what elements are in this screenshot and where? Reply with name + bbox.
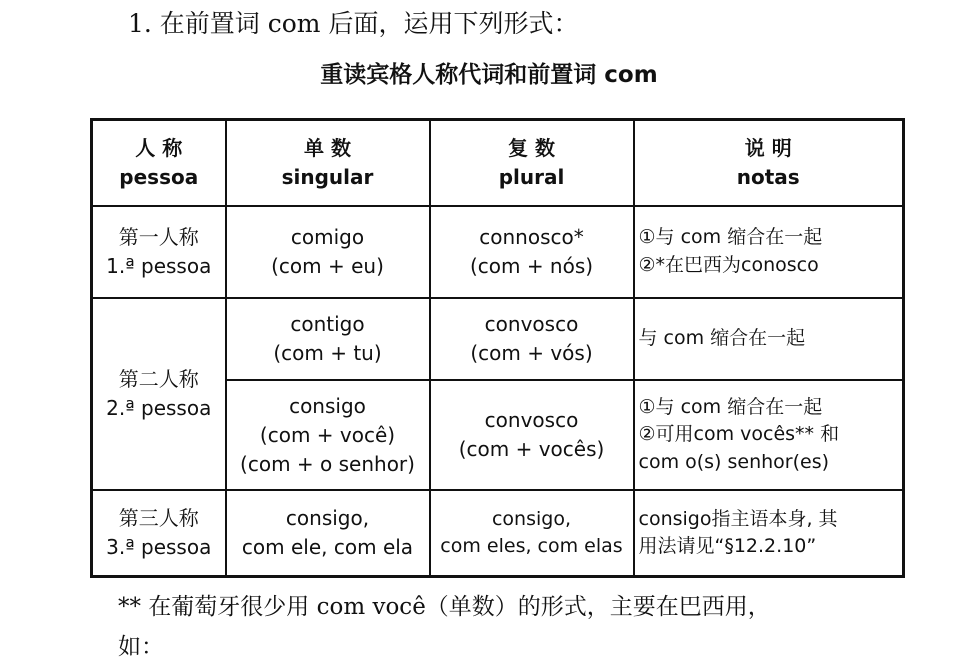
- singular-cell: contigo (com + tu): [226, 298, 430, 380]
- header-notes: 说 明 notas: [634, 120, 904, 206]
- header-plural: 复 数 plural: [430, 120, 634, 206]
- table-row: [92, 206, 904, 298]
- plural-cell: connosco* (com + nós): [430, 206, 634, 298]
- plural-cell: convosco (com + vós): [430, 298, 634, 380]
- person-cell: 第二人称 2.ª pessoa: [92, 298, 226, 490]
- pronoun-table: [90, 118, 905, 578]
- plural-cell: convosco (com + vocês): [430, 380, 634, 490]
- intro-text: 1. 在前置词 com 后面，运用下列形式：: [128, 9, 579, 38]
- plural-cell: consigo, com eles, com elas: [430, 490, 634, 576]
- person-cell: 第三人称 3.ª pessoa: [92, 490, 226, 576]
- notes-cell: ①与 com 缩合在一起 ②可用com vocês** 和 com o(s) senhor(es): [634, 380, 904, 490]
- header-singular: 单 数 singular: [226, 120, 430, 206]
- singular-cell: consigo (com + você) (com + o senhor): [226, 380, 430, 490]
- singular-cell: consigo, com ele, com ela: [226, 490, 430, 576]
- table-row: [92, 490, 904, 576]
- notes-cell: ①与 com 缩合在一起 ②*在巴西为conosco: [634, 206, 904, 298]
- singular-cell: comigo (com + eu): [226, 206, 430, 298]
- footnote-continuation: 如：: [118, 634, 164, 660]
- person-cell: 第一人称 1.ª pessoa: [92, 206, 226, 298]
- table-row: [92, 298, 904, 380]
- footnote: ** 在葡萄牙很少用 com você（单数）的形式，主要在巴西用，: [118, 594, 771, 620]
- notes-cell: consigo指主语本身, 其 用法请见“§12.2.10”: [634, 490, 904, 576]
- notes-cell: 与 com 缩合在一起: [634, 298, 904, 380]
- header-row: [92, 120, 904, 206]
- table-title: 重读宾格人称代词和前置词 com: [320, 62, 658, 88]
- header-person: 人 称 pessoa: [92, 120, 226, 206]
